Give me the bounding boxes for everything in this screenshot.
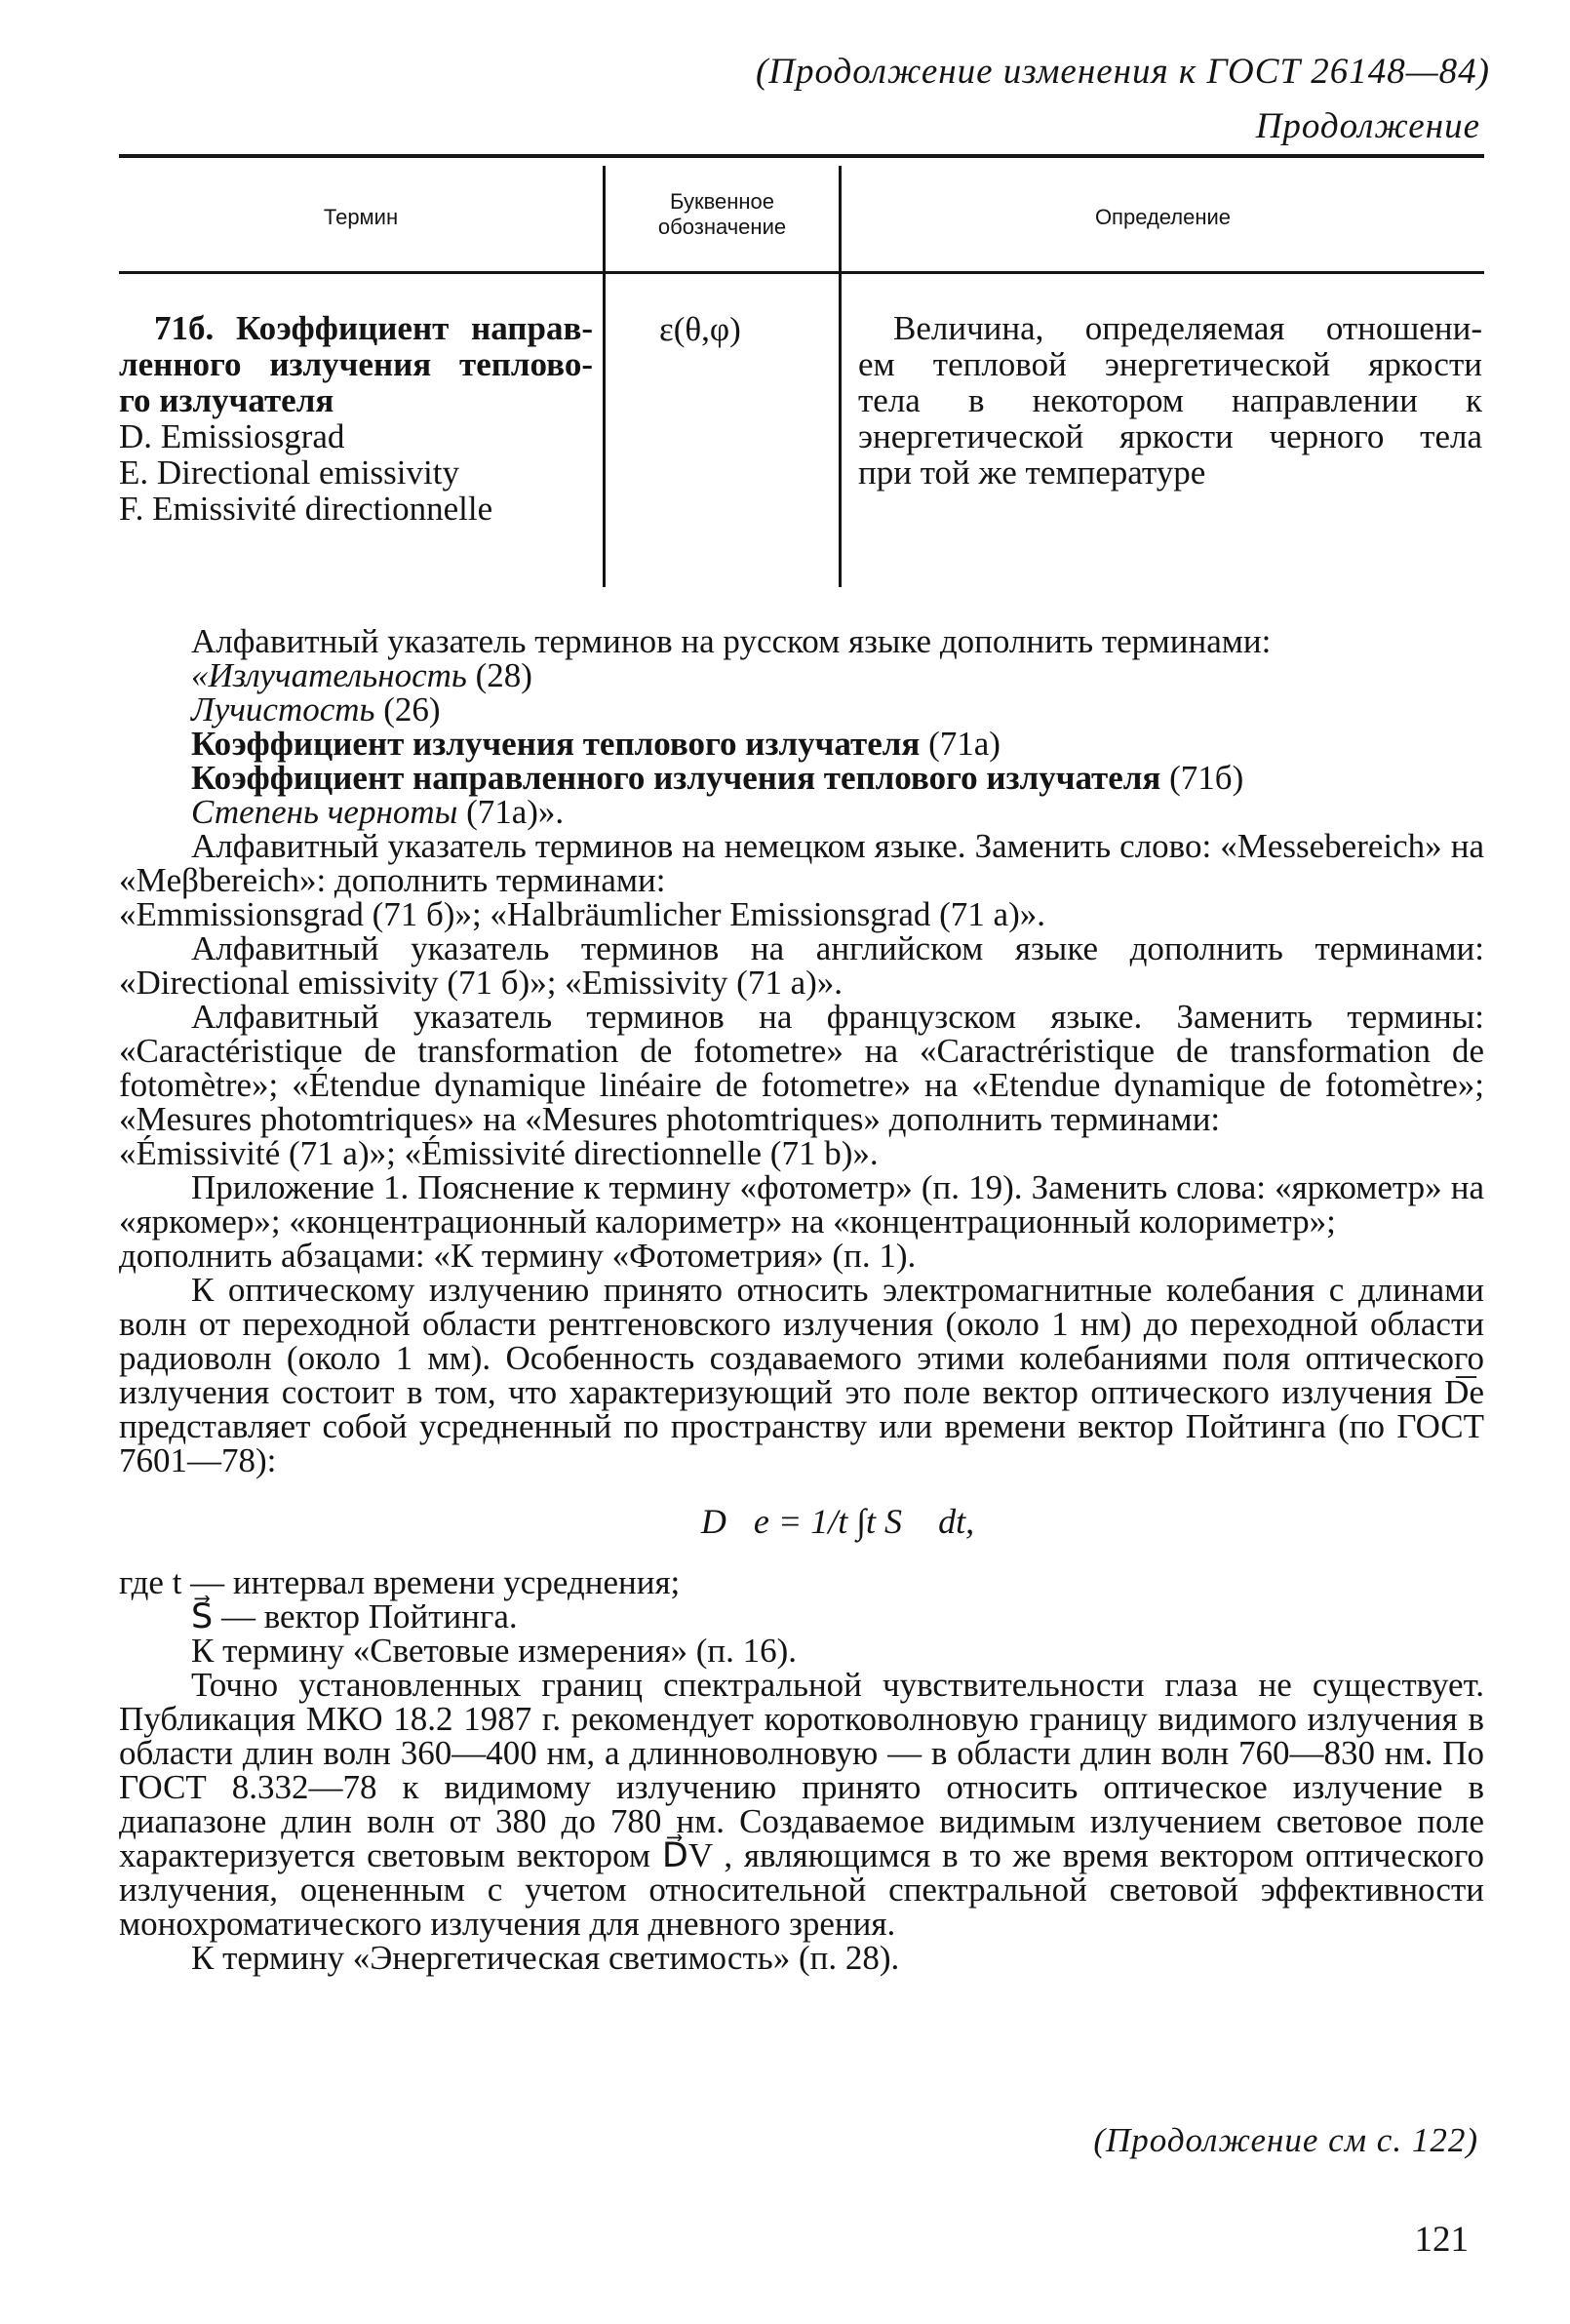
col-header-term: Термин <box>323 205 399 229</box>
ru-term-1-ref: (28) <box>466 656 532 694</box>
paragraph-appendix-add: дополнить абзацами: «К термину «Фотометрия» (п. 1). <box>119 1237 917 1275</box>
ru-term-1 <box>191 658 1484 692</box>
paragraph-de-terms: «Emmissionsgrad (71 б)»; «Halbräumlicher Emissionsgrad (71 а)». <box>119 895 1045 933</box>
definition-cell <box>858 310 1482 491</box>
ru-term-5 <box>191 795 1484 829</box>
ru-index-terms <box>191 658 1484 829</box>
col-header-definition: Определение <box>1094 205 1232 229</box>
paragraph-de-index: Алфавитный указатель терминов на немецком языке. Заменить слово: «Messebereich» на «Meβbereich»: дополнить терминами: <box>119 827 1484 899</box>
ru-term-3 <box>191 727 1484 761</box>
paragraph-poynting: S⃗ — вектор Пойтинга. <box>191 1597 518 1635</box>
definition-line-5: при той же температуре <box>858 453 1206 492</box>
col-header-symbol-line1: Буквенное <box>669 189 775 214</box>
paragraph-en-index: Алфавитный указатель терминов на английском языке дополнить терминами: «Directional emissivity (71 б)»; «Emissivity (71 а)». <box>119 929 1484 1002</box>
ru-term-4 <box>191 761 1484 795</box>
ru-term-4-ref: (71б) <box>1160 759 1244 797</box>
ru-term-2-ref: (26) <box>374 690 441 729</box>
term-lang-en: E. Directional emissivity <box>119 453 459 492</box>
definition-line-4: энергетической яркости черного тела <box>858 417 1482 455</box>
header-continuation: (Продолжение изменения к ГОСТ 26148—84) <box>755 52 1490 92</box>
paragraph-fr-index: Алфавитный указатель терминов на французском языке. Заменить термины: «Caractéristique de transformation de fotometre» на «Caractréristique de transformation de fotomètre»; «Étendue dynamique linéaire de fotometre» на «Etendue dynamique de fotomètre»; «Mesures photomtriques» на «Mesures photomtriques» дополнить терминами: <box>119 998 1484 1138</box>
term-line-3: го излучателя <box>119 381 334 419</box>
definition-line-1: Величина, определяемая отношени- <box>893 309 1482 347</box>
table-header-rule <box>119 271 1484 274</box>
ru-term-1-name: «Излучательность <box>191 656 467 694</box>
paragraph-visible: Точно установленных границ спектральной чувствительности глаза не существует. Публикация МКО 18.2 1987 г. рекомендует коротковолновую границу видимого излучения в области длин волн 360—400 нм, а длинноволновую — в области длин волн 760—830 нм. По ГОСТ 8.332—78 к видимому излучению принято относить оптическое излучение в диапазоне длин волн от 380 до 780 нм. Создаваемое видимым излучением световое поле характеризуется световым вектором D⃗V , являющимся в то же время вектором оптического излучения, оцененным с учетом относительной спектральной световой эффективности монохроматического излучения для дневного зрения. <box>119 1666 1484 1943</box>
paragraph-where: где t — интервал времени усреднения; <box>119 1563 681 1601</box>
ru-term-3-name: Коэффициент излучения теплового излучателя <box>191 725 921 763</box>
ru-term-2-name: Лучистость <box>191 690 375 729</box>
term-lang-de: D. Emissiosgrad <box>119 417 345 455</box>
paragraph-fr-terms: «Émissivité (71 a)»; «Émissivité directionnelle (71 b)». <box>119 1134 879 1172</box>
term-cell <box>119 309 593 528</box>
ru-term-5-ref: (71а)». <box>457 793 565 831</box>
paragraph-optical: К оптическому излучению принято относить электромагнитные колебания с длинами волн от переходной области рентгеновского излучения (около 1 нм) до переходной области радиоволн (около 1 мм). Особенность создаваемого этими колебаниями поля оптического излучения состоит в том, что характеризующий это поле вектор оптического излучения D͞e представляет собой усредненный по пространству или времени вектор Пойтинга (по ГОСТ 7601—78): <box>119 1271 1484 1479</box>
definition-line-2: ем тепловой энергетической яркости <box>858 345 1482 383</box>
paragraph-light-measure: К термину «Световые измерения» (п. 16). <box>191 1632 797 1670</box>
footer-continued: (Продолжение см с. 122) <box>1093 2121 1478 2159</box>
paragraph-exitance: К термину «Энергетическая светимость» (п. 28). <box>191 1939 900 1977</box>
ru-term-2 <box>191 692 1484 727</box>
table-top-rule <box>119 154 1484 158</box>
col-header-symbol-line2: обозначение <box>657 215 787 239</box>
col-header-symbol <box>606 189 839 240</box>
ru-term-4-name: Коэффициент направленного излучения теплового излучателя <box>191 759 1161 797</box>
body-text <box>119 622 1484 1977</box>
term-line-1: 71б. Коэффициент направ- <box>154 309 593 347</box>
page-number: 121 <box>1414 2220 1469 2260</box>
paragraph-ru-index: Алфавитный указатель терминов на русском языке дополнить терминами: <box>191 622 1272 660</box>
symbol-cell: ε(θ,φ) <box>659 310 741 348</box>
term-line-2: ленного излучения теплово- <box>119 345 593 383</box>
ru-term-3-ref: (71а) <box>920 725 1001 763</box>
definition-line-3: тела в некотором направлении к <box>858 381 1482 419</box>
header-sub: Продолжение <box>1255 106 1480 146</box>
paragraph-appendix: Приложение 1. Пояснение к термину «фотометр» (п. 19). Заменить слова: «яркометр» на «яркомер»; «концентрационный калориметр» на «концентрационный колориметр»; <box>119 1168 1484 1241</box>
formula: D⃗e = 1/t ∫t S⃗ dt, <box>700 1502 975 1541</box>
ru-term-5-name: Степень черноты <box>191 793 458 831</box>
term-lang-fr: F. Emissivité directionnelle <box>119 490 493 528</box>
